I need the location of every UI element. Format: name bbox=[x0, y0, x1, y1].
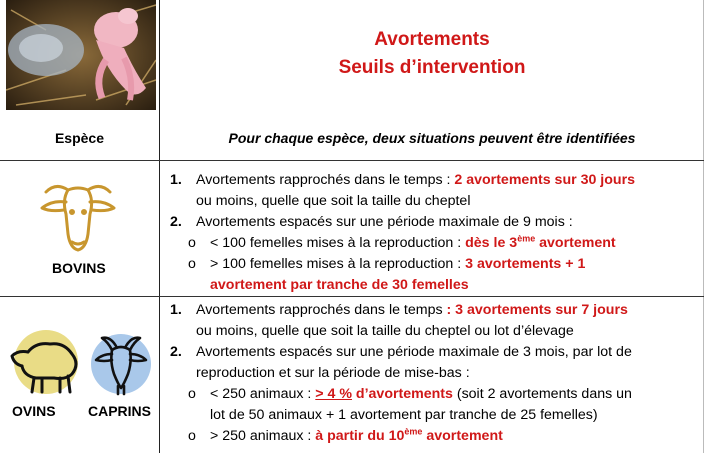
bullet-icon: o bbox=[188, 428, 196, 444]
threshold-text: : 3 avortements sur 7 jours bbox=[446, 302, 628, 318]
item-text: (soit 2 avortements dans un bbox=[452, 386, 632, 402]
sub-list-item bbox=[170, 254, 635, 275]
item-text: Avortements rapprochés dans le temps : bbox=[196, 172, 455, 188]
bullet-icon: o bbox=[188, 386, 196, 402]
item-continuation: ou moins, quelle que soit la taille du cheptel bbox=[196, 193, 471, 209]
item-text: < 250 animaux : bbox=[210, 386, 316, 402]
row-divider bbox=[0, 160, 704, 161]
page-title bbox=[160, 26, 704, 82]
threshold-text: 2 avortements sur 30 jours bbox=[454, 172, 635, 188]
threshold-text: à partir du 10ème avortement bbox=[315, 426, 503, 444]
threshold-text: 3 avortements + 1 bbox=[465, 256, 586, 272]
item-text: < 100 femelles mises à la reproduction : bbox=[210, 235, 466, 251]
list-item bbox=[170, 342, 632, 363]
list-item bbox=[170, 170, 635, 191]
species-label-bovins: BOVINS bbox=[52, 260, 106, 276]
list-number: 1. bbox=[170, 172, 182, 188]
sub-list-item bbox=[170, 384, 632, 405]
item-text: > 100 femelles mises à la reproduction : bbox=[210, 256, 466, 272]
item-continuation: lot de 50 animaux + 1 avortement par tranche de 25 femelles) bbox=[210, 407, 598, 423]
sub-list-item bbox=[170, 426, 632, 447]
threshold-continuation: avortement par tranche de 30 femelles bbox=[210, 277, 469, 293]
page-subtitle: Pour chaque espèce, deux situations peuvent être identifiées bbox=[228, 130, 636, 146]
item-text: Avortements espacés sur une période maximale de 3 mois, par lot de bbox=[196, 344, 632, 360]
goat-icon bbox=[88, 330, 154, 396]
bullet-icon: o bbox=[188, 235, 196, 251]
list-number: 2. bbox=[170, 344, 182, 360]
row-divider bbox=[0, 296, 704, 297]
list-item bbox=[170, 300, 632, 321]
title-line-1: Avortements bbox=[374, 29, 490, 50]
item-continuation: reproduction et sur la période de mise-bas : bbox=[196, 365, 470, 381]
ovins-caprins-content bbox=[170, 300, 632, 447]
sub-list-item bbox=[170, 233, 635, 254]
item-text: Avortements espacés sur une période maximale de 9 mois : bbox=[196, 214, 573, 230]
list-number: 1. bbox=[170, 302, 182, 318]
bovins-content bbox=[170, 170, 635, 296]
item-text: Avortements rapprochés dans le temps bbox=[196, 302, 447, 318]
item-text: > 250 animaux : bbox=[210, 428, 316, 444]
cow-head-icon bbox=[28, 178, 128, 258]
species-label-ovins: OVINS bbox=[12, 403, 56, 419]
newborn-calf-photo bbox=[6, 0, 156, 110]
list-item bbox=[170, 212, 635, 233]
sheep-icon bbox=[6, 330, 86, 396]
list-number: 2. bbox=[170, 214, 182, 230]
bullet-icon: o bbox=[188, 256, 196, 272]
title-line-2: Seuils d’intervention bbox=[338, 57, 526, 78]
species-column-header: Espèce bbox=[54, 130, 105, 146]
threshold-text: d’avortements bbox=[351, 386, 453, 402]
threshold-text: > 4 % bbox=[315, 386, 352, 402]
species-label-caprins: CAPRINS bbox=[88, 403, 152, 419]
item-continuation: ou moins, quelle que soit la taille du cheptel ou lot d’élevage bbox=[196, 323, 574, 339]
threshold-text: dès le 3ème avortement bbox=[465, 233, 616, 251]
